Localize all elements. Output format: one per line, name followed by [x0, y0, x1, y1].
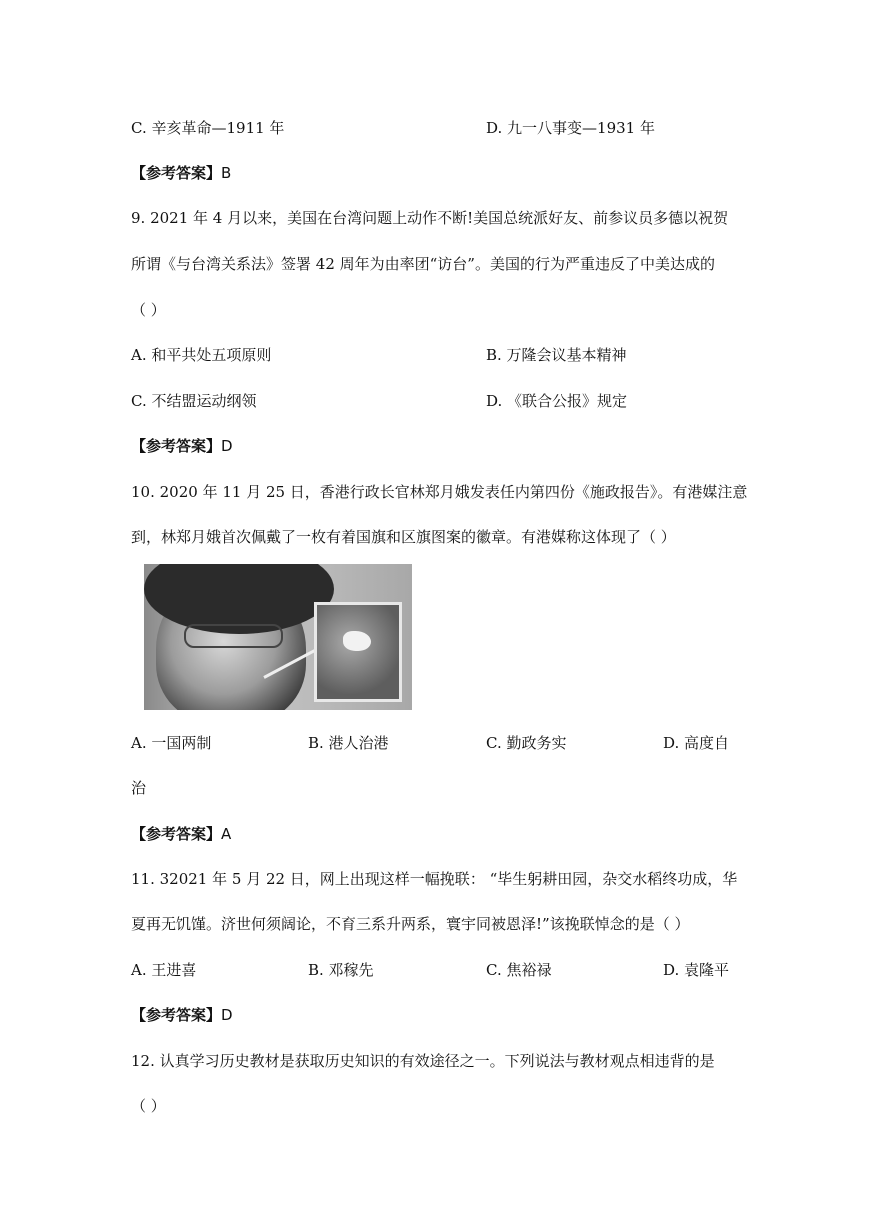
q10-option-c: C. 勤政务实 [486, 734, 567, 752]
q9-option-d: D. 《联合公报》规定 [486, 392, 628, 410]
q9-option-c: C. 不结盟运动纲领 [131, 392, 257, 410]
q10-option-d-continued: 治 [131, 779, 147, 797]
q11-option-c: C. 焦裕禄 [486, 961, 552, 979]
q10-option-d: D. 高度自 [663, 734, 730, 752]
answer-value: A [221, 825, 232, 843]
q11-stem-line-2: 夏再无饥馑。济世何须阔论，不育三系升两系，寰宇同被恩泽!”该挽联悼念的是（ ） [131, 915, 690, 933]
q10-stem-line-2: 到，林郑月娥首次佩戴了一枚有着国旗和区旗图案的徽章。有港媒称这体现了（ ） [131, 528, 676, 546]
q11-option-d: D. 袁隆平 [663, 961, 730, 979]
answer-label: 【参考答案】 [131, 164, 222, 182]
q8-option-c: C. 辛亥革命—1911 年 [131, 119, 285, 137]
q9-stem-line-1: 9. 2021 年 4 月以来，美国在台湾问题上动作不断!美国总统派好友、前参议员多德以祝贺 [131, 209, 729, 227]
q12-stem-line-1: 12. 认真学习历史教材是获取历史知识的有效途径之一。下列说法与教材观点相违背的是 [131, 1052, 715, 1070]
q10-option-b: B. 港人治港 [308, 734, 389, 752]
q11-answer [131, 1005, 233, 1025]
q9-blank: （ ） [131, 301, 166, 319]
q11-stem-line-1: 11. 32021 年 5 月 22 日，网上出现这样一幅挽联： “毕生躬耕田园，杂交水稻终功成，华 [131, 870, 738, 888]
answer-value: D [221, 1006, 233, 1024]
answer-label: 【参考答案】 [131, 1006, 222, 1024]
answer-value: B [221, 164, 232, 182]
badge-closeup [314, 602, 402, 702]
q10-option-a: A. 一国两制 [131, 734, 212, 752]
q10-photo [144, 564, 412, 710]
q11-option-b: B. 邓稼先 [308, 961, 374, 979]
q9-option-b: B. 万隆会议基本精神 [486, 346, 627, 364]
q9-stem-line-2: 所谓《与台湾关系法》签署 42 周年为由率团“访台”。美国的行为严重违反了中美达成的 [131, 255, 715, 273]
q8-answer [131, 163, 231, 183]
q10-stem-line-1: 10. 2020 年 11 月 25 日，香港行政长官林郑月娥发表任内第四份《施政报告》。有港媒注意 [131, 483, 748, 501]
q12-blank: （ ） [131, 1097, 166, 1115]
q10-answer [131, 824, 231, 844]
answer-value: D [221, 437, 233, 455]
q9-answer [131, 436, 233, 456]
answer-label: 【参考答案】 [131, 437, 222, 455]
q8-option-d: D. 九一八事变—1931 年 [486, 119, 655, 137]
q11-option-a: A. 王进喜 [131, 961, 197, 979]
badge-icon [343, 631, 371, 651]
answer-label: 【参考答案】 [131, 825, 222, 843]
q9-option-a: A. 和平共处五项原则 [131, 346, 272, 364]
